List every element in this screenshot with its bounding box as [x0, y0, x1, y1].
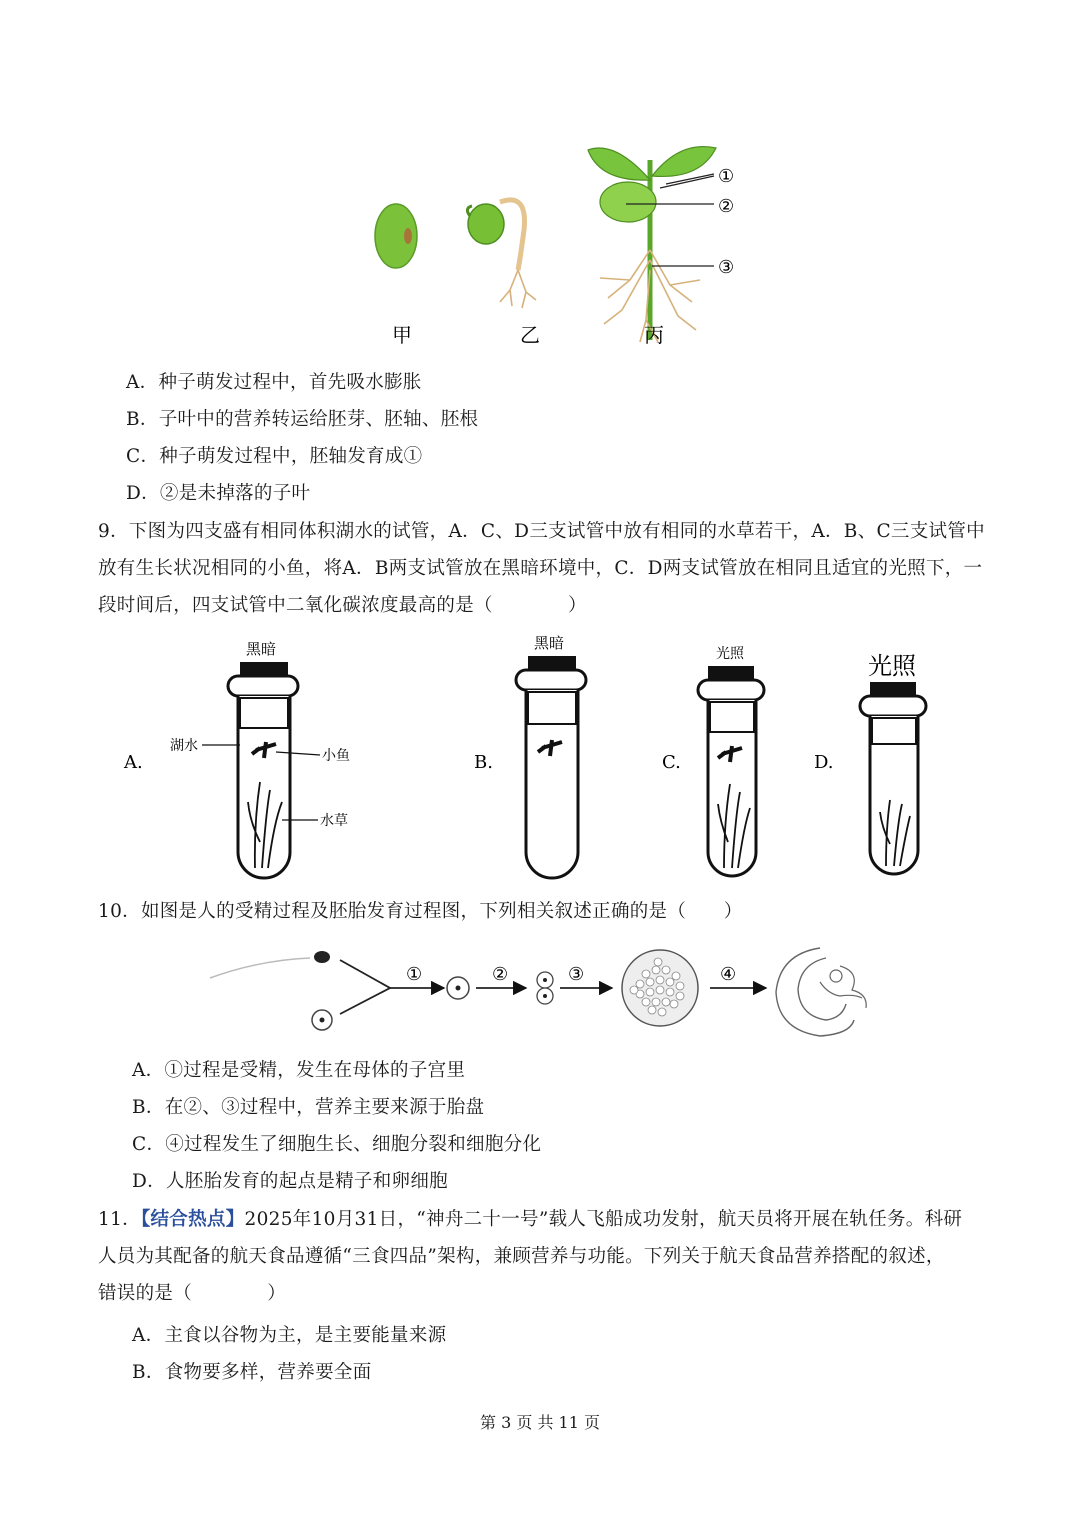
- q11-number: 11．: [98, 1209, 141, 1230]
- marker-2: ②: [718, 196, 735, 217]
- q8-option-c: C．种子萌发过程中，胚轴发育成①: [126, 446, 423, 467]
- q11-option-a: A．主食以谷物为主，是主要能量来源: [132, 1325, 447, 1346]
- tube-b-letter: B.: [474, 752, 493, 773]
- q8-option-b: B．子叶中的营养转运给胚芽、胚轴、胚根: [126, 409, 479, 430]
- q11-stem-line-2: 人员为其配备的航天食品遵循“三食四品”架构，兼顾营养与功能。下列关于航天食品营养搭配的叙述，: [98, 1246, 945, 1267]
- q11-option-b: B．食物要多样，营养要全面: [132, 1362, 372, 1383]
- page-footer: 第 3 页 共 11 页: [480, 1413, 600, 1432]
- q10-option-a: A．①过程是受精，发生在母体的子宫里: [132, 1060, 466, 1081]
- step-4-label: ④: [720, 964, 737, 985]
- tube-d: [814, 652, 926, 874]
- tube-b-cap-label: 黑暗: [534, 634, 565, 652]
- tube-a-cap-label: 黑暗: [246, 640, 277, 658]
- q10-option-b: B．在②、③过程中，营养主要来源于胎盘: [132, 1097, 485, 1118]
- q10-option-c: C．④过程发生了细胞生长、细胞分裂和细胞分化: [132, 1134, 542, 1155]
- seedling-bing: [588, 147, 734, 342]
- q11-stem-text-1: 2025年10月31日，“神舟二十一号”载人飞船成功发射，航天员将开展在轨任务。科研: [244, 1209, 963, 1230]
- tube-c-cap-label: 光照: [716, 646, 744, 662]
- q10-stem: 10．如图是人的受精过程及胚胎发育过程图，下列相关叙述正确的是（ ）: [98, 901, 743, 922]
- q9-stem-line-2: 放有生长状况相同的小鱼，将A．B两支试管放在黑暗环境中，C．D两支试管放在相同且适宜的光照下，一: [98, 558, 983, 579]
- label-yi: 乙: [520, 323, 540, 347]
- morula: [622, 950, 698, 1026]
- test-tubes-figure: [110, 632, 970, 892]
- embryo: [776, 948, 866, 1036]
- q11-stem-line-3: 错误的是（ ）: [98, 1283, 287, 1304]
- q8-option-a: A．种子萌发过程中，首先吸水膨胀: [126, 372, 422, 393]
- marker-1: ①: [718, 166, 735, 187]
- q9-stem-line-1: 9．下图为四支盛有相同体积湖水的试管，A．C、D三支试管中放有相同的水草若干，A．B、C三支试管中: [98, 521, 985, 542]
- tube-b: [474, 634, 586, 878]
- annotation-lake-water: 湖水: [170, 738, 198, 754]
- seed-yi: [467, 200, 536, 308]
- tube-a: [123, 640, 350, 878]
- seed-germination-figure: [360, 120, 760, 360]
- q10-option-d: D．人胚胎发育的起点是精子和卵细胞: [132, 1171, 448, 1192]
- q8-option-d: D．②是未掉落的子叶: [126, 483, 311, 504]
- annotation-weed: 水草: [320, 813, 348, 829]
- seed-jia: [375, 204, 417, 268]
- tube-c-letter: C.: [662, 752, 681, 773]
- step-2-label: ②: [492, 964, 509, 985]
- label-bing: 丙: [644, 323, 664, 347]
- annotation-fish: 小鱼: [322, 748, 350, 764]
- tube-d-letter: D.: [814, 752, 834, 773]
- tube-a-letter: A.: [124, 752, 143, 773]
- sperm-cell: [210, 951, 330, 978]
- label-jia: 甲: [392, 323, 412, 347]
- q11-stem-line-1: [98, 1208, 962, 1232]
- q9-stem-line-3: 段时间后，四支试管中二氧化碳浓度最高的是（ ）: [98, 595, 587, 616]
- zygote: [447, 977, 469, 999]
- step-1-label: ①: [406, 964, 423, 985]
- step-3-label: ③: [568, 964, 585, 985]
- tube-d-cap-label: 光照: [868, 652, 916, 680]
- egg-cell: [312, 1010, 332, 1030]
- q11-hot-tag: 【结合热点】: [140, 1209, 245, 1230]
- tube-c: [662, 645, 764, 876]
- fertilization-process-figure: [200, 938, 880, 1048]
- two-cell-stage: [537, 972, 553, 1004]
- marker-3: ③: [718, 257, 735, 278]
